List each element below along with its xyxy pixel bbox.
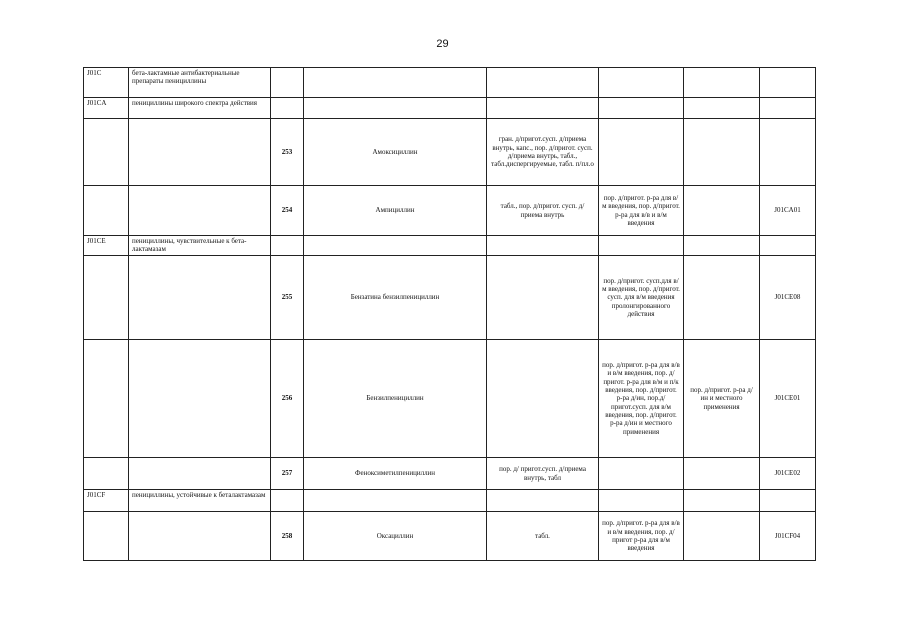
atc-group-code [84, 119, 129, 186]
dosage-form-2 [599, 490, 684, 512]
drug-list-table [83, 67, 816, 561]
dosage-form-2: пор. д/пригот. р-ра для в/в и в/м введения, пор. д/пригот р-ра для в/м введения [599, 512, 684, 561]
atc-group-name: пенициллины, устойчивые к беталактамазам [129, 490, 271, 512]
dosage-form-2 [599, 236, 684, 256]
dosage-form-1 [487, 98, 599, 119]
atc-group-name: пенициллины широкого спектра действия [129, 98, 271, 119]
dosage-form-2 [599, 68, 684, 98]
atc-group-code: J01CE [84, 236, 129, 256]
table-row [84, 119, 816, 186]
table-row [84, 236, 816, 256]
dosage-form-3: пор. д/пригот. р-ра д/ин и местного применения [684, 340, 760, 458]
dosage-form-3 [684, 98, 760, 119]
table-row [84, 186, 816, 236]
atc-group-code: J01CF [84, 490, 129, 512]
atc-group-name [129, 512, 271, 561]
drug-number: 254 [271, 186, 304, 236]
dosage-form-1 [487, 236, 599, 256]
dosage-form-3 [684, 68, 760, 98]
atc-group-name [129, 119, 271, 186]
drug-name: Бензатина бензилпенициллин [304, 256, 487, 340]
dosage-form-2 [599, 98, 684, 119]
atc-group-name [129, 256, 271, 340]
dosage-form-1 [487, 256, 599, 340]
atc-code [760, 98, 816, 119]
table-row [84, 458, 816, 490]
dosage-form-3 [684, 119, 760, 186]
dosage-form-2 [599, 458, 684, 490]
dosage-form-2: пор. д/пригот. р-ра для в/м введения, пор. д/пригот. р-ра для в/в и в/м введения [599, 186, 684, 236]
atc-group-name [129, 186, 271, 236]
drug-name [304, 490, 487, 512]
drug-name [304, 98, 487, 119]
drug-name: Амоксициллин [304, 119, 487, 186]
atc-group-name [129, 340, 271, 458]
atc-group-code [84, 256, 129, 340]
page-number: 29 [436, 38, 449, 50]
drug-number [271, 236, 304, 256]
drug-name: Оксациллин [304, 512, 487, 561]
dosage-form-2: пор. д/пригот. р-ра для в/в и в/м введения, пор. д/пригот. р-ра для в/м и п/к введения, пор. д/пригот. р-ра д/ин, пор.д/пригот.сусп. для в/м введения, пор. д/пригот. р-ра д/ин и местного применения [599, 340, 684, 458]
atc-code [760, 490, 816, 512]
atc-code: J01CE01 [760, 340, 816, 458]
drug-number [271, 490, 304, 512]
atc-code: J01CF04 [760, 512, 816, 561]
drug-number [271, 98, 304, 119]
drug-number: 257 [271, 458, 304, 490]
atc-group-code [84, 458, 129, 490]
dosage-form-1 [487, 340, 599, 458]
drug-number: 258 [271, 512, 304, 561]
table-row [84, 340, 816, 458]
drug-number [271, 68, 304, 98]
table-row [84, 490, 816, 512]
atc-group-name: бета-лактамные антибактериальные препараты пенициллины [129, 68, 271, 98]
atc-code: J01CE02 [760, 458, 816, 490]
atc-group-code [84, 186, 129, 236]
atc-code [760, 236, 816, 256]
drug-name: Ампициллин [304, 186, 487, 236]
atc-group-code: J01CA [84, 98, 129, 119]
drug-number: 255 [271, 256, 304, 340]
atc-code: J01CA01 [760, 186, 816, 236]
drug-name: Феноксиметилпенициллин [304, 458, 487, 490]
drug-name: Бензилпенициллин [304, 340, 487, 458]
table-row [84, 98, 816, 119]
dosage-form-1: табл. [487, 512, 599, 561]
atc-group-code [84, 512, 129, 561]
dosage-form-3 [684, 256, 760, 340]
drug-number: 253 [271, 119, 304, 186]
dosage-form-3 [684, 490, 760, 512]
drug-name [304, 236, 487, 256]
table-row [84, 256, 816, 340]
dosage-form-1: табл., пор. д/пригот. сусп. д/приема внутрь [487, 186, 599, 236]
atc-group-name [129, 458, 271, 490]
atc-group-name: пенициллины, чувствительные к бета-лактамазам [129, 236, 271, 256]
drug-name [304, 68, 487, 98]
dosage-form-3 [684, 512, 760, 561]
dosage-form-3 [684, 458, 760, 490]
dosage-form-1: гран. д/пригот.сусп. д/приема внутрь, капс., пор. д/пригот. сусп. д/приема внутрь, табл., табл.диспергируемые, табл. п/пл.о [487, 119, 599, 186]
atc-code [760, 119, 816, 186]
dosage-form-1: пор. д/ пригот.сусп. д/приема внутрь, табл [487, 458, 599, 490]
dosage-form-1 [487, 68, 599, 98]
dosage-form-3 [684, 186, 760, 236]
dosage-form-1 [487, 490, 599, 512]
atc-group-code [84, 340, 129, 458]
table-row [84, 512, 816, 561]
dosage-form-3 [684, 236, 760, 256]
dosage-form-2 [599, 119, 684, 186]
atc-code [760, 68, 816, 98]
dosage-form-2: пор. д/пригот. сусп.для в/м введения, пор. д/пригот. сусп. для в/м введения пролонгированного действия [599, 256, 684, 340]
table-row [84, 68, 816, 98]
atc-group-code: J01C [84, 68, 129, 98]
drug-number: 256 [271, 340, 304, 458]
atc-code: J01CE08 [760, 256, 816, 340]
